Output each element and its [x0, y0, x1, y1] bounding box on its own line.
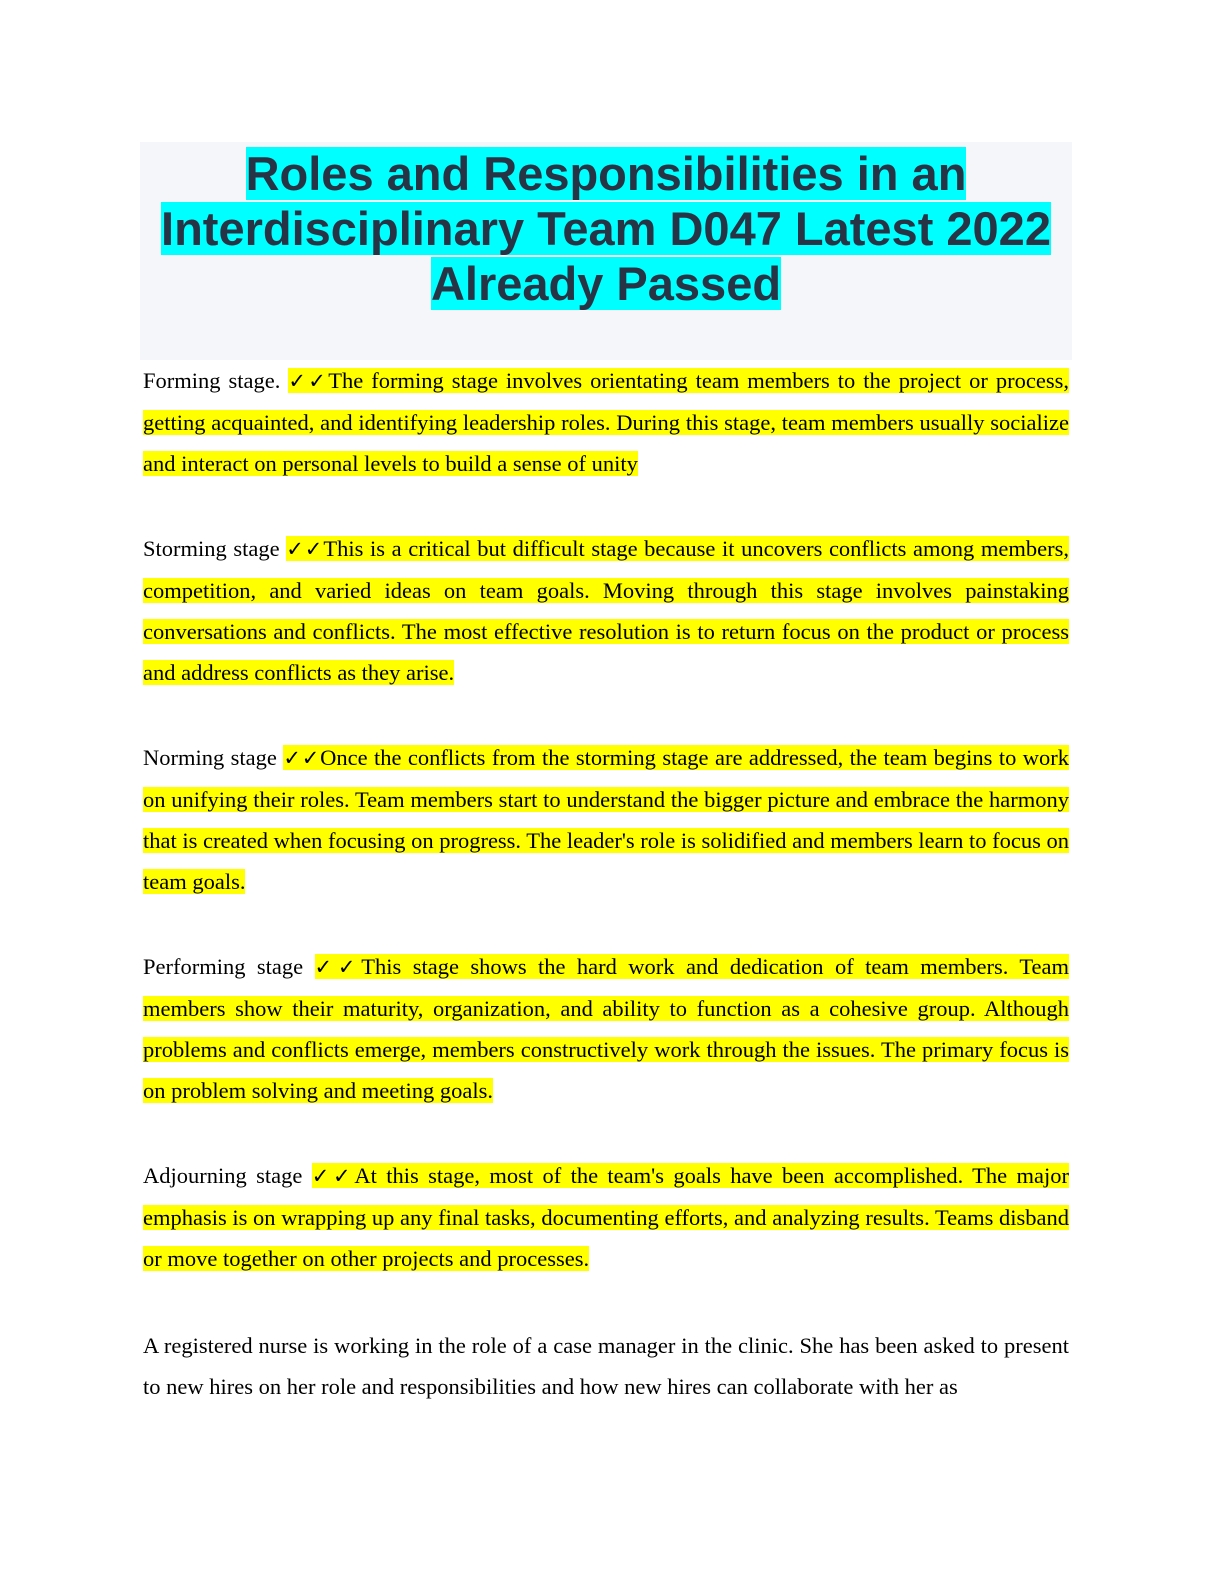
check-mark-icon: ✓✓ [311, 1164, 355, 1188]
title-line-1: Roles and Responsibilities in an [245, 147, 967, 200]
check-mark-icon: ✓✓ [288, 369, 329, 393]
document-body [143, 360, 1069, 1451]
stage-forming [143, 360, 1069, 484]
stage-term: Performing stage [143, 954, 315, 979]
stage-definition: The forming stage involves orientating team members to the project or process, getting acquainted, and identifying leadership roles. During this stage, team members usually socialize and interact on personal levels to build a sense of unity [143, 368, 1069, 476]
stage-definition: Once the conflicts from the storming stage are addressed, the team begins to work on unifying their roles. Team members start to understand the bigger picture and embrace the harmony that is created when focusing on progress. The leader's role is solidified and members learn to focus on team goals. [143, 745, 1069, 894]
stage-term: Adjourning stage [143, 1163, 312, 1188]
stage-term: Storming stage [143, 536, 287, 561]
question-paragraph: A registered nurse is working in the role of a case manager in the clinic. She has been asked to present to new hires on her role and responsibilities and how new hires can collaborate with her as [143, 1333, 1069, 1399]
title-line-3: Already Passed [430, 257, 782, 310]
stage-definition: This is a critical but difficult stage because it uncovers conflicts among members, competition, and varied ideas on team goals. Moving through this stage involves painstaking conversations and conflicts. The most effective resolution is to return focus on the product or process and address conflicts as they arise. [143, 536, 1069, 685]
stage-term: Forming stage. [143, 368, 289, 393]
check-mark-icon: ✓✓ [314, 955, 362, 979]
stage-definition: At this stage, most of the team's goals have been accomplished. The major emphasis is on wrapping up any final tasks, documenting efforts, and analyzing results. Teams disband or move together on other projects and processes. [143, 1163, 1069, 1271]
stage-norming [143, 737, 1069, 902]
stage-term: Norming stage [143, 745, 284, 770]
stage-storming [143, 528, 1069, 693]
document-title [140, 142, 1072, 311]
title-box [140, 142, 1072, 360]
stage-performing [143, 946, 1069, 1111]
stage-adjourning [143, 1155, 1069, 1279]
check-mark-icon: ✓✓ [283, 746, 321, 770]
check-mark-icon: ✓✓ [286, 537, 324, 561]
stage-definition: This stage shows the hard work and dedication of team members. Team members show their maturity, organization, and ability to function as a cohesive group. Although problems and conflicts emerge, members constructively work through the issues. The primary focus is on problem solving and meeting goals. [143, 954, 1069, 1103]
title-line-2: Interdisciplinary Team D047 Latest 2022 [161, 202, 1051, 255]
